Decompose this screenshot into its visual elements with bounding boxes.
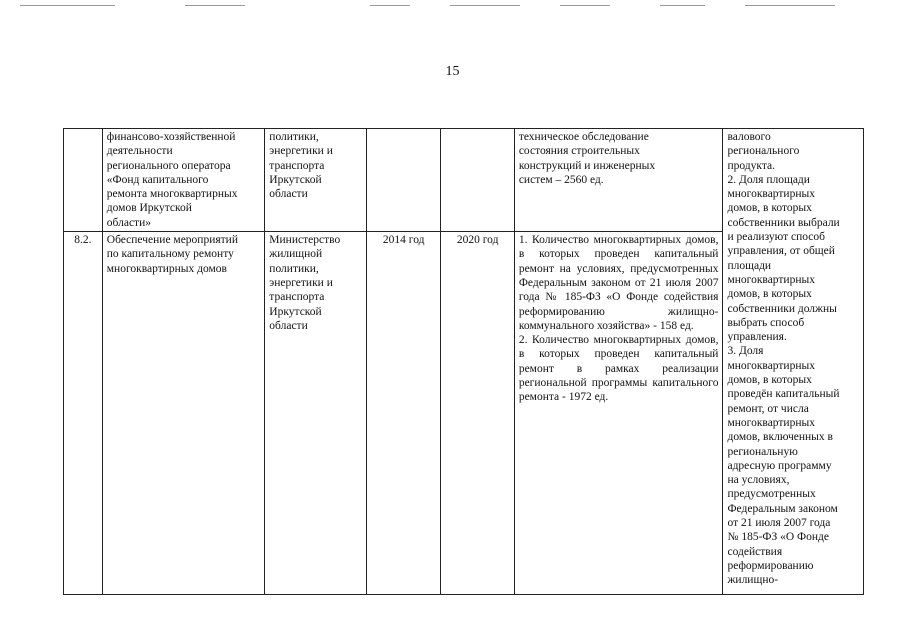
cell-measure-name: финансово-хозяйственной деятельности регионального оператора «Фонд капитального ремонта многоквартирных домов Иркутской области» [102, 129, 265, 232]
result-item-2: 2. Количество многоквартирных домов, в которых проведен капитальный ремонт в рамках реализации региональной программы капитального ремонта - 1972 ед. [518, 334, 719, 404]
cell-start-year [367, 129, 441, 232]
cell-executor: политики, энергетики и транспорта Иркутской области [265, 129, 367, 232]
scan-artifact [560, 5, 610, 6]
scan-artifact [370, 5, 410, 6]
scan-artifact [745, 5, 835, 6]
page-number: 15 [445, 64, 460, 79]
measures-table [63, 128, 864, 595]
cell-number: 8.2. [64, 232, 103, 595]
cell-result: техническое обследование состояния строительных конструкций и инженерных систем – 2560 ед. [514, 129, 723, 232]
cell-indicators: валового регионального продукта. 2. Доля площади многоквартирных домов, в которых собственники выбрали и реализуют способ управления, от общей площади многоквартирных домов, в которых собственники должны выбрать способ управления. 3. Доля многоквартирных домов, в которых проведён капитальный ремонт, от числа многоквартирных домов, включенных в региональную адресную программу на условиях, предусмотренных Федеральным законом от 21 июля 2007 года № 185-ФЗ «О Фонде содействия реформированию жилищно- [723, 129, 864, 595]
scan-artifact [450, 5, 520, 6]
result-item-1: 1. Количество многоквартирных домов, в которых проведен капитальный ремонт на условиях, предусмотренных Федеральным законом от 21 июля 2007 года № 185-ФЗ «О Фонде содействия реформированию жилищно-коммунального хозяйства» - 158 ед. [518, 234, 719, 332]
scan-artifact [185, 5, 245, 6]
cell-start-year: 2014 год [367, 232, 441, 595]
cell-result [514, 232, 723, 595]
cell-number [64, 129, 103, 232]
scan-artifact [660, 5, 705, 6]
cell-measure-name: Обеспечение мероприятий по капитальному ремонту многоквартирных домов [102, 232, 265, 595]
scan-artifact [20, 5, 115, 6]
cell-end-year: 2020 год [441, 232, 514, 595]
table-row [64, 129, 864, 232]
cell-executor: Министерство жилищной политики, энергетики и транспорта Иркутской области [265, 232, 367, 595]
cell-end-year [441, 129, 514, 232]
